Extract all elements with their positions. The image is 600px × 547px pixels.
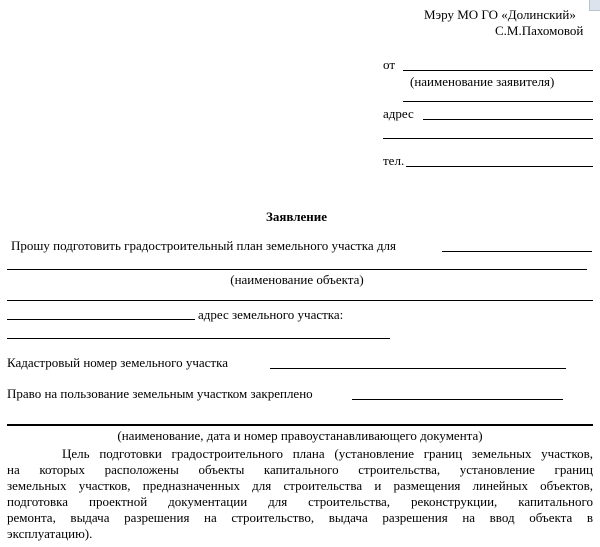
object-field-line[interactable] — [7, 269, 587, 270]
purpose-line: Цель подготовки градостроительного плана (установление границ земельных участков, — [62, 446, 593, 461]
purpose-paragraph — [7, 446, 593, 542]
address-label: адрес — [383, 106, 414, 121]
purpose-field-line[interactable] — [442, 251, 592, 252]
land-address-field-line-2[interactable] — [7, 338, 390, 339]
purpose-line: на которых расположены объекты капитального строительства, установление границ — [7, 462, 593, 477]
object-hint: (наименование объекта) — [230, 272, 364, 287]
cadastral-label: Кадастровый номер земельного участка — [7, 355, 228, 370]
document-hint: (наименование, дата и номер правоустанавливающего документа) — [117, 428, 483, 443]
page-corner — [589, 0, 600, 11]
land-right-field-line[interactable] — [352, 399, 563, 400]
object-field-line-2[interactable] — [7, 300, 593, 301]
from-label: от — [383, 57, 396, 72]
purpose-line: земельных участков, предназначенных для строительства и размещения линейных объектов, — [7, 478, 593, 493]
document-title: Заявление — [266, 209, 328, 224]
phone-label: тел. — [383, 153, 405, 168]
address-field-line-2[interactable] — [383, 138, 593, 139]
addressee-line-2: С.М.Пахомовой — [495, 23, 584, 38]
address-field-line[interactable] — [423, 119, 593, 120]
land-right-label: Право на пользование земельным участком закреплено — [7, 386, 313, 401]
purpose-line: ремонта, выдача разрешения на строительство, выдача разрешения на ввод объекта в — [7, 510, 593, 525]
from-field-line[interactable] — [403, 70, 593, 71]
request-text: Прошу подготовить градостроительный план земельного участка для — [11, 238, 396, 253]
cadastral-field-line[interactable] — [270, 368, 566, 369]
document-field-line[interactable] — [7, 424, 593, 426]
addressee-line-1: Мэру МО ГО «Долинский» — [424, 7, 576, 22]
land-address-label: адрес земельного участка: — [198, 307, 344, 322]
purpose-line: подготовка проектной документации для строительства, реконструкции, капитального — [7, 494, 593, 509]
purpose-line: эксплуатацию). — [7, 526, 93, 541]
from-hint: (наименование заявителя) — [410, 74, 555, 89]
land-address-field-line[interactable] — [7, 319, 195, 320]
from-field-line-2[interactable] — [403, 101, 593, 102]
phone-field-line[interactable] — [406, 166, 593, 167]
